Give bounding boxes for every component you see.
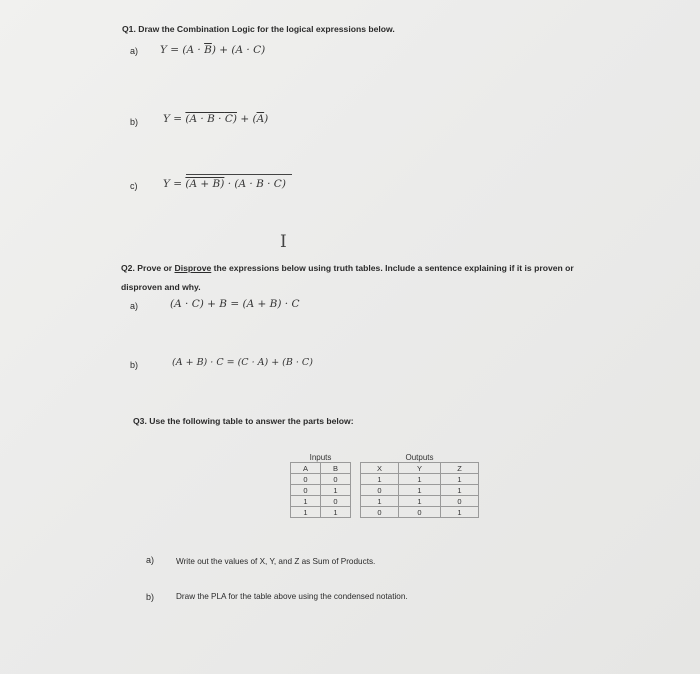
table-cell: 1: [399, 496, 441, 507]
table-cell: 0: [291, 474, 321, 485]
table-cell: 1: [399, 485, 441, 496]
q1-c-overbar: [186, 174, 292, 175]
q2-b-label: b): [130, 360, 139, 370]
column-header: Y: [399, 463, 441, 474]
column-header: B: [321, 463, 351, 474]
table-cell: 1: [441, 507, 479, 518]
table-cell: 0: [361, 507, 399, 518]
q3-b-label: b): [146, 592, 155, 602]
column-header: A: [291, 463, 321, 474]
table-cell: 0: [399, 507, 441, 518]
q2-a-expression: (A · C) + B = (A + B) · C: [170, 298, 300, 310]
table-cell: 1: [291, 496, 321, 507]
q3-a-label: a): [146, 555, 155, 565]
q1-c-label: c): [130, 181, 138, 191]
table-cell: 0: [361, 485, 399, 496]
table-cell: 1: [399, 474, 441, 485]
truth-table: [290, 452, 479, 518]
q2-title-line2: disproven and why.: [121, 282, 201, 292]
table-cell: 1: [321, 507, 351, 518]
table-cell: 0: [291, 485, 321, 496]
q1-b-expression: Y = (A · B · C) + (A): [163, 113, 269, 125]
q2-a-label: a): [130, 301, 139, 311]
table-row: [291, 496, 479, 507]
q3-b-text: Draw the PLA for the table above using the condensed notation.: [176, 592, 408, 601]
text-cursor-icon: I: [280, 232, 287, 252]
table-cell: 0: [441, 496, 479, 507]
table-cell: 1: [441, 485, 479, 496]
outputs-header: Outputs: [399, 452, 441, 463]
table-row: [291, 485, 479, 496]
q1-title: Q1. Draw the Combination Logic for the logical expressions below.: [122, 24, 395, 34]
table-cell: 1: [291, 507, 321, 518]
q1-b-label: b): [130, 117, 139, 127]
q1-c-expression: Y = (A + B) · (A · B · C): [163, 178, 286, 190]
q2-title: Q2. Prove or Disprove the expressions below using truth tables. Include a sentence explaining if it is proven or: [121, 263, 574, 273]
table-cell: 1: [321, 485, 351, 496]
table-cell: 1: [441, 474, 479, 485]
q2-b-expression: (A + B) · C = (C · A) + (B · C): [172, 357, 313, 368]
column-header: Z: [441, 463, 479, 474]
q1-a-expression: Y = (A · B) + (A · C): [160, 44, 266, 56]
table-row: [291, 474, 479, 485]
q3-title: Q3. Use the following table to answer the parts below:: [133, 416, 354, 426]
table-cell: 0: [321, 474, 351, 485]
table-row: [291, 507, 479, 518]
table-cell: 1: [361, 496, 399, 507]
table-header-row: [291, 463, 479, 474]
q3-a-text: Write out the values of X, Y, and Z as Sum of Products.: [176, 557, 376, 566]
inputs-header: Inputs: [291, 452, 351, 463]
q1-a-label: a): [130, 46, 139, 56]
column-header: X: [361, 463, 399, 474]
table-cell: 1: [361, 474, 399, 485]
table-cell: 0: [321, 496, 351, 507]
